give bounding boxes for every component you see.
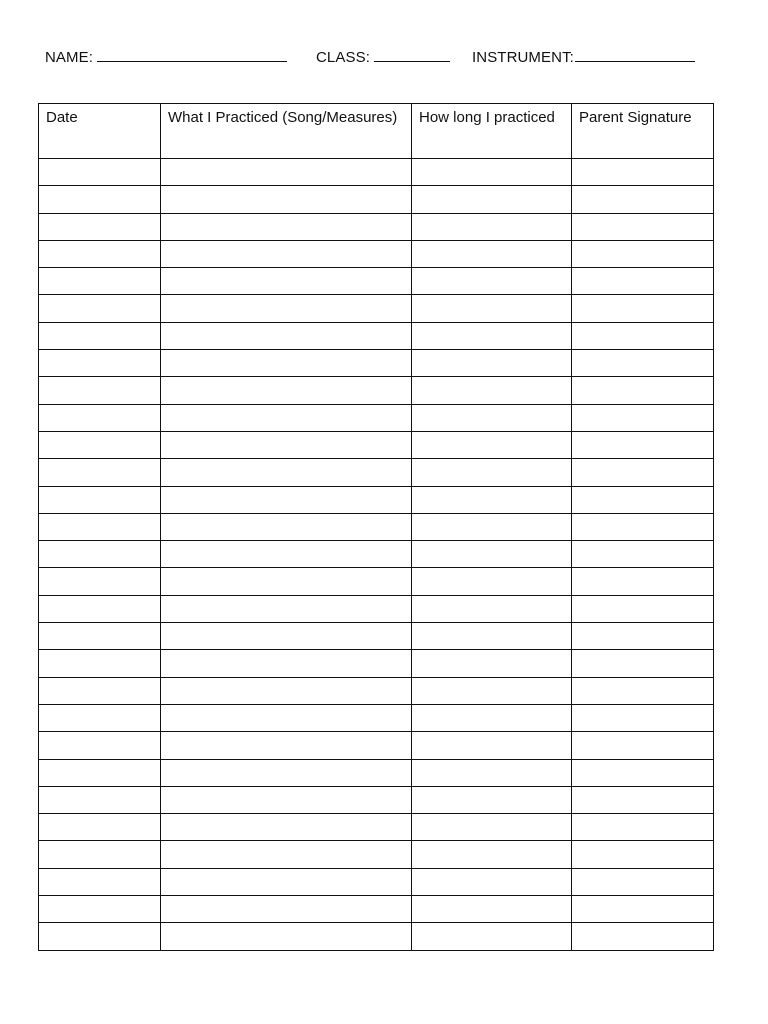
how-long-cell[interactable] (412, 732, 572, 759)
what-practiced-cell[interactable] (161, 896, 412, 923)
date-cell[interactable] (39, 650, 161, 677)
table-row (39, 459, 714, 486)
date-cell[interactable] (39, 213, 161, 240)
parent-signature-cell[interactable] (572, 896, 714, 923)
table-row (39, 704, 714, 731)
column-header-parent-signature: Parent Signature (572, 104, 714, 159)
table-row (39, 159, 714, 186)
class-blank-line[interactable] (374, 47, 450, 62)
parent-signature-cell[interactable] (572, 459, 714, 486)
how-long-cell[interactable] (412, 159, 572, 186)
what-practiced-cell[interactable] (161, 541, 412, 568)
how-long-cell[interactable] (412, 595, 572, 622)
what-practiced-cell[interactable] (161, 459, 412, 486)
column-header-how-long: How long I practiced (412, 104, 572, 159)
date-cell[interactable] (39, 568, 161, 595)
how-long-cell[interactable] (412, 295, 572, 322)
table-row (39, 677, 714, 704)
date-cell[interactable] (39, 704, 161, 731)
how-long-cell[interactable] (412, 322, 572, 349)
what-practiced-cell[interactable] (161, 213, 412, 240)
table-row (39, 923, 714, 950)
what-practiced-cell[interactable] (161, 431, 412, 458)
instrument-field (472, 47, 695, 66)
how-long-cell[interactable] (412, 923, 572, 950)
table-row (39, 759, 714, 786)
date-cell[interactable] (39, 896, 161, 923)
what-practiced-cell[interactable] (161, 377, 412, 404)
table-row (39, 595, 714, 622)
name-blank-line[interactable] (97, 47, 287, 62)
date-cell[interactable] (39, 513, 161, 540)
table-row (39, 240, 714, 267)
date-cell[interactable] (39, 623, 161, 650)
parent-signature-cell[interactable] (572, 295, 714, 322)
what-practiced-cell[interactable] (161, 677, 412, 704)
table-row (39, 650, 714, 677)
how-long-cell[interactable] (412, 404, 572, 431)
table-row (39, 786, 714, 813)
how-long-cell[interactable] (412, 677, 572, 704)
how-long-cell[interactable] (412, 786, 572, 813)
parent-signature-cell[interactable] (572, 786, 714, 813)
parent-signature-cell[interactable] (572, 677, 714, 704)
date-cell[interactable] (39, 350, 161, 377)
table-row (39, 568, 714, 595)
how-long-cell[interactable] (412, 350, 572, 377)
what-practiced-cell[interactable] (161, 650, 412, 677)
what-practiced-cell[interactable] (161, 159, 412, 186)
parent-signature-cell[interactable] (572, 841, 714, 868)
name-label: NAME: (45, 49, 94, 66)
parent-signature-cell[interactable] (572, 650, 714, 677)
table-row (39, 377, 714, 404)
parent-signature-cell[interactable] (572, 595, 714, 622)
instrument-label: INSTRUMENT: (472, 49, 574, 66)
parent-signature-cell[interactable] (572, 623, 714, 650)
what-practiced-cell[interactable] (161, 350, 412, 377)
table-row (39, 404, 714, 431)
how-long-cell[interactable] (412, 213, 572, 240)
how-long-cell[interactable] (412, 650, 572, 677)
name-field (45, 47, 287, 66)
how-long-cell[interactable] (412, 377, 572, 404)
how-long-cell[interactable] (412, 841, 572, 868)
parent-signature-cell[interactable] (572, 732, 714, 759)
how-long-cell[interactable] (412, 896, 572, 923)
date-cell[interactable] (39, 295, 161, 322)
parent-signature-cell[interactable] (572, 814, 714, 841)
date-cell[interactable] (39, 486, 161, 513)
date-cell[interactable] (39, 677, 161, 704)
parent-signature-cell[interactable] (572, 350, 714, 377)
table-row (39, 513, 714, 540)
parent-signature-cell[interactable] (572, 240, 714, 267)
how-long-cell[interactable] (412, 814, 572, 841)
what-practiced-cell[interactable] (161, 759, 412, 786)
parent-signature-cell[interactable] (572, 159, 714, 186)
parent-signature-cell[interactable] (572, 704, 714, 731)
how-long-cell[interactable] (412, 240, 572, 267)
table-row (39, 623, 714, 650)
table-row (39, 431, 714, 458)
what-practiced-cell[interactable] (161, 240, 412, 267)
date-cell[interactable] (39, 541, 161, 568)
table-row (39, 268, 714, 295)
table-row (39, 322, 714, 349)
table-row (39, 295, 714, 322)
parent-signature-cell[interactable] (572, 431, 714, 458)
table-body (39, 159, 714, 951)
what-practiced-cell[interactable] (161, 732, 412, 759)
what-practiced-cell[interactable] (161, 786, 412, 813)
date-cell[interactable] (39, 322, 161, 349)
what-practiced-cell[interactable] (161, 704, 412, 731)
how-long-cell[interactable] (412, 459, 572, 486)
table-row (39, 350, 714, 377)
date-cell[interactable] (39, 459, 161, 486)
what-practiced-cell[interactable] (161, 814, 412, 841)
instrument-blank-line[interactable] (575, 47, 695, 62)
date-cell[interactable] (39, 841, 161, 868)
how-long-cell[interactable] (412, 268, 572, 295)
date-cell[interactable] (39, 814, 161, 841)
table-row (39, 186, 714, 213)
parent-signature-cell[interactable] (572, 568, 714, 595)
table-row (39, 732, 714, 759)
parent-signature-cell[interactable] (572, 377, 714, 404)
parent-signature-cell[interactable] (572, 213, 714, 240)
practice-log-table (38, 103, 714, 951)
table-row (39, 868, 714, 895)
parent-signature-cell[interactable] (572, 759, 714, 786)
parent-signature-cell[interactable] (572, 268, 714, 295)
date-cell[interactable] (39, 923, 161, 950)
table-row (39, 541, 714, 568)
class-field (316, 47, 450, 66)
date-cell[interactable] (39, 868, 161, 895)
parent-signature-cell[interactable] (572, 186, 714, 213)
what-practiced-cell[interactable] (161, 923, 412, 950)
date-cell[interactable] (39, 786, 161, 813)
what-practiced-cell[interactable] (161, 868, 412, 895)
how-long-cell[interactable] (412, 623, 572, 650)
table-header-row (39, 104, 714, 159)
what-practiced-cell[interactable] (161, 595, 412, 622)
column-header-what-practiced: What I Practiced (Song/Measures) (161, 104, 412, 159)
how-long-cell[interactable] (412, 759, 572, 786)
parent-signature-cell[interactable] (572, 486, 714, 513)
table-row (39, 213, 714, 240)
table-row (39, 814, 714, 841)
class-label: CLASS: (316, 49, 370, 66)
date-cell[interactable] (39, 759, 161, 786)
what-practiced-cell[interactable] (161, 322, 412, 349)
date-cell[interactable] (39, 404, 161, 431)
how-long-cell[interactable] (412, 513, 572, 540)
parent-signature-cell[interactable] (572, 923, 714, 950)
how-long-cell[interactable] (412, 541, 572, 568)
what-practiced-cell[interactable] (161, 623, 412, 650)
date-cell[interactable] (39, 431, 161, 458)
how-long-cell[interactable] (412, 186, 572, 213)
table-row (39, 841, 714, 868)
date-cell[interactable] (39, 268, 161, 295)
what-practiced-cell[interactable] (161, 568, 412, 595)
parent-signature-cell[interactable] (572, 404, 714, 431)
what-practiced-cell[interactable] (161, 268, 412, 295)
date-cell[interactable] (39, 186, 161, 213)
how-long-cell[interactable] (412, 568, 572, 595)
form-header (45, 47, 725, 69)
what-practiced-cell[interactable] (161, 486, 412, 513)
date-cell[interactable] (39, 732, 161, 759)
parent-signature-cell[interactable] (572, 322, 714, 349)
what-practiced-cell[interactable] (161, 841, 412, 868)
how-long-cell[interactable] (412, 431, 572, 458)
date-cell[interactable] (39, 240, 161, 267)
column-header-date: Date (39, 104, 161, 159)
what-practiced-cell[interactable] (161, 186, 412, 213)
table-row (39, 486, 714, 513)
date-cell[interactable] (39, 595, 161, 622)
parent-signature-cell[interactable] (572, 868, 714, 895)
date-cell[interactable] (39, 159, 161, 186)
what-practiced-cell[interactable] (161, 295, 412, 322)
parent-signature-cell[interactable] (572, 513, 714, 540)
how-long-cell[interactable] (412, 868, 572, 895)
what-practiced-cell[interactable] (161, 513, 412, 540)
how-long-cell[interactable] (412, 486, 572, 513)
how-long-cell[interactable] (412, 704, 572, 731)
date-cell[interactable] (39, 377, 161, 404)
what-practiced-cell[interactable] (161, 404, 412, 431)
table-row (39, 896, 714, 923)
parent-signature-cell[interactable] (572, 541, 714, 568)
